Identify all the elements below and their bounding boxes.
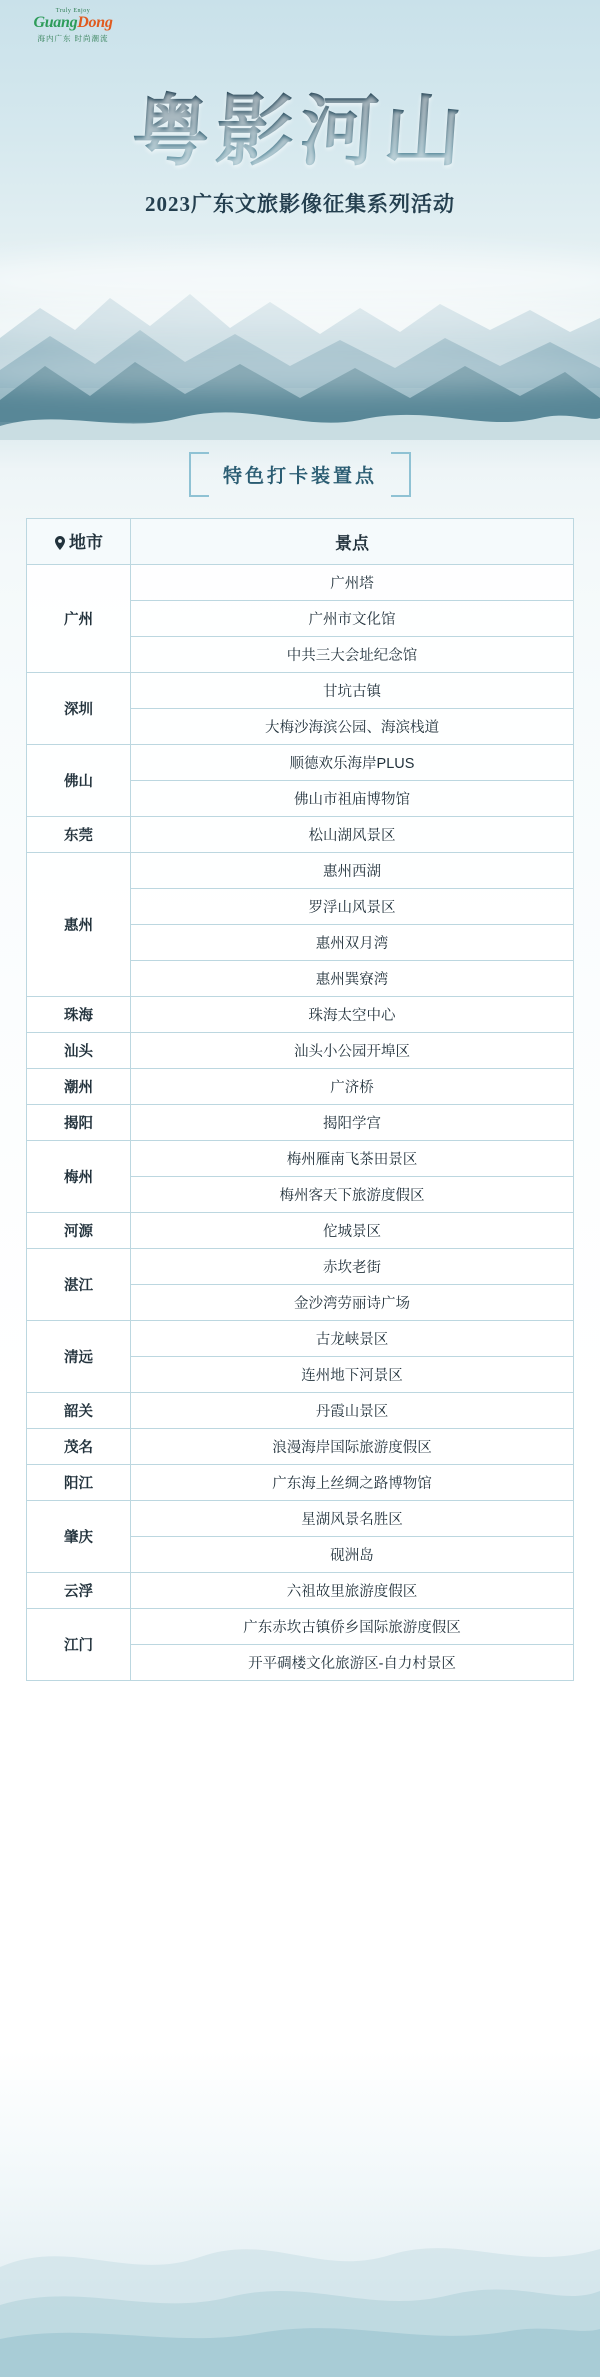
hero-banner [0, 0, 600, 440]
footer-mist-artwork [0, 2077, 600, 2377]
logo-tagline: Truly Enjoy [55, 8, 91, 14]
city-cell: 深圳 [27, 673, 131, 745]
city-cell: 汕头 [27, 1033, 131, 1069]
spot-cell: 惠州西湖 [131, 853, 574, 889]
location-pin-icon [54, 535, 66, 555]
table-row [27, 1393, 574, 1429]
city-cell: 湛江 [27, 1249, 131, 1321]
spot-cell: 惠州巽寮湾 [131, 961, 574, 997]
page-title: 粤影河山 [129, 86, 471, 178]
table-row [27, 1105, 574, 1141]
city-cell: 广州 [27, 565, 131, 673]
checkin-spots-table [26, 518, 574, 1681]
logo-brand-dong: Dong [77, 14, 113, 31]
logo-subtitle: 海内广东 时尚潮流 [37, 34, 109, 43]
city-cell: 河源 [27, 1213, 131, 1249]
city-cell: 东莞 [27, 817, 131, 853]
city-cell: 揭阳 [27, 1105, 131, 1141]
table-row [27, 1033, 574, 1069]
page-subtitle: 2023广东文旅影像征集系列活动 [145, 192, 455, 216]
spot-cell: 赤坎老街 [131, 1249, 574, 1285]
spot-cell: 揭阳学宫 [131, 1105, 574, 1141]
city-cell: 茂名 [27, 1429, 131, 1465]
table-row [27, 853, 574, 889]
foreground-hill [0, 392, 600, 440]
spot-cell: 佗城景区 [131, 1213, 574, 1249]
table-row [27, 673, 574, 709]
city-cell: 惠州 [27, 853, 131, 997]
table-row [27, 1573, 574, 1609]
table-row [27, 745, 574, 781]
spot-cell: 顺德欢乐海岸PLUS [131, 745, 574, 781]
city-cell: 清远 [27, 1321, 131, 1393]
spot-cell: 大梅沙海滨公园、海滨栈道 [131, 709, 574, 745]
spot-cell: 汕头小公园开埠区 [131, 1033, 574, 1069]
table-row [27, 997, 574, 1033]
table-row [27, 1501, 574, 1537]
hero-title-block [0, 86, 600, 218]
table-head [27, 519, 574, 565]
spot-cell: 中共三大会址纪念馆 [131, 637, 574, 673]
table-body [27, 565, 574, 1681]
table-row [27, 1429, 574, 1465]
table-row [27, 1321, 574, 1357]
city-cell: 肇庆 [27, 1501, 131, 1573]
table-row [27, 1609, 574, 1645]
spot-cell: 惠州双月湾 [131, 925, 574, 961]
table-header-row [27, 519, 574, 565]
table-row [27, 1213, 574, 1249]
spot-cell: 浪漫海岸国际旅游度假区 [131, 1429, 574, 1465]
table-row [27, 1249, 574, 1285]
spot-cell: 梅州客天下旅游度假区 [131, 1177, 574, 1213]
city-cell: 珠海 [27, 997, 131, 1033]
spot-cell: 古龙峡景区 [131, 1321, 574, 1357]
city-cell: 阳江 [27, 1465, 131, 1501]
city-cell: 佛山 [27, 745, 131, 817]
checkin-spots-table-wrap [26, 518, 574, 1681]
spot-cell: 广东海上丝绸之路博物馆 [131, 1465, 574, 1501]
spot-cell: 松山湖风景区 [131, 817, 574, 853]
city-cell: 韶关 [27, 1393, 131, 1429]
logo-brand-guang: Guang [33, 14, 78, 31]
spot-cell: 广东赤坎古镇侨乡国际旅游度假区 [131, 1609, 574, 1645]
table-row [27, 1069, 574, 1105]
spot-cell: 连州地下河景区 [131, 1357, 574, 1393]
city-cell: 江门 [27, 1609, 131, 1681]
logo-brand [18, 14, 128, 32]
spot-cell: 丹霞山景区 [131, 1393, 574, 1429]
section-heading-label: 特色打卡装置点 [189, 452, 411, 497]
guangdong-tourism-logo [18, 8, 128, 44]
spot-cell: 六祖故里旅游度假区 [131, 1573, 574, 1609]
spot-cell: 罗浮山风景区 [131, 889, 574, 925]
section-heading [0, 452, 600, 497]
column-header-city-label: 地市 [69, 533, 103, 552]
spot-cell: 甘坑古镇 [131, 673, 574, 709]
spot-cell: 广州市文化馆 [131, 601, 574, 637]
cloud-band-3 [0, 350, 600, 390]
city-cell: 潮州 [27, 1069, 131, 1105]
spot-cell: 梅州雁南飞茶田景区 [131, 1141, 574, 1177]
spot-cell: 开平碉楼文化旅游区-自力村景区 [131, 1645, 574, 1681]
table-row [27, 565, 574, 601]
spot-cell: 珠海太空中心 [131, 997, 574, 1033]
table-row [27, 1141, 574, 1177]
city-cell: 云浮 [27, 1573, 131, 1609]
spot-cell: 砚洲岛 [131, 1537, 574, 1573]
cloud-band-2 [0, 300, 600, 346]
spot-cell: 广州塔 [131, 565, 574, 601]
spot-cell: 金沙湾劳丽诗广场 [131, 1285, 574, 1321]
spot-cell: 佛山市祖庙博物馆 [131, 781, 574, 817]
spot-cell: 广济桥 [131, 1069, 574, 1105]
spot-cell: 星湖风景名胜区 [131, 1501, 574, 1537]
table-row [27, 1465, 574, 1501]
column-header-spot: 景点 [131, 519, 574, 565]
column-header-city [27, 519, 131, 565]
city-cell: 梅州 [27, 1141, 131, 1213]
table-row [27, 817, 574, 853]
